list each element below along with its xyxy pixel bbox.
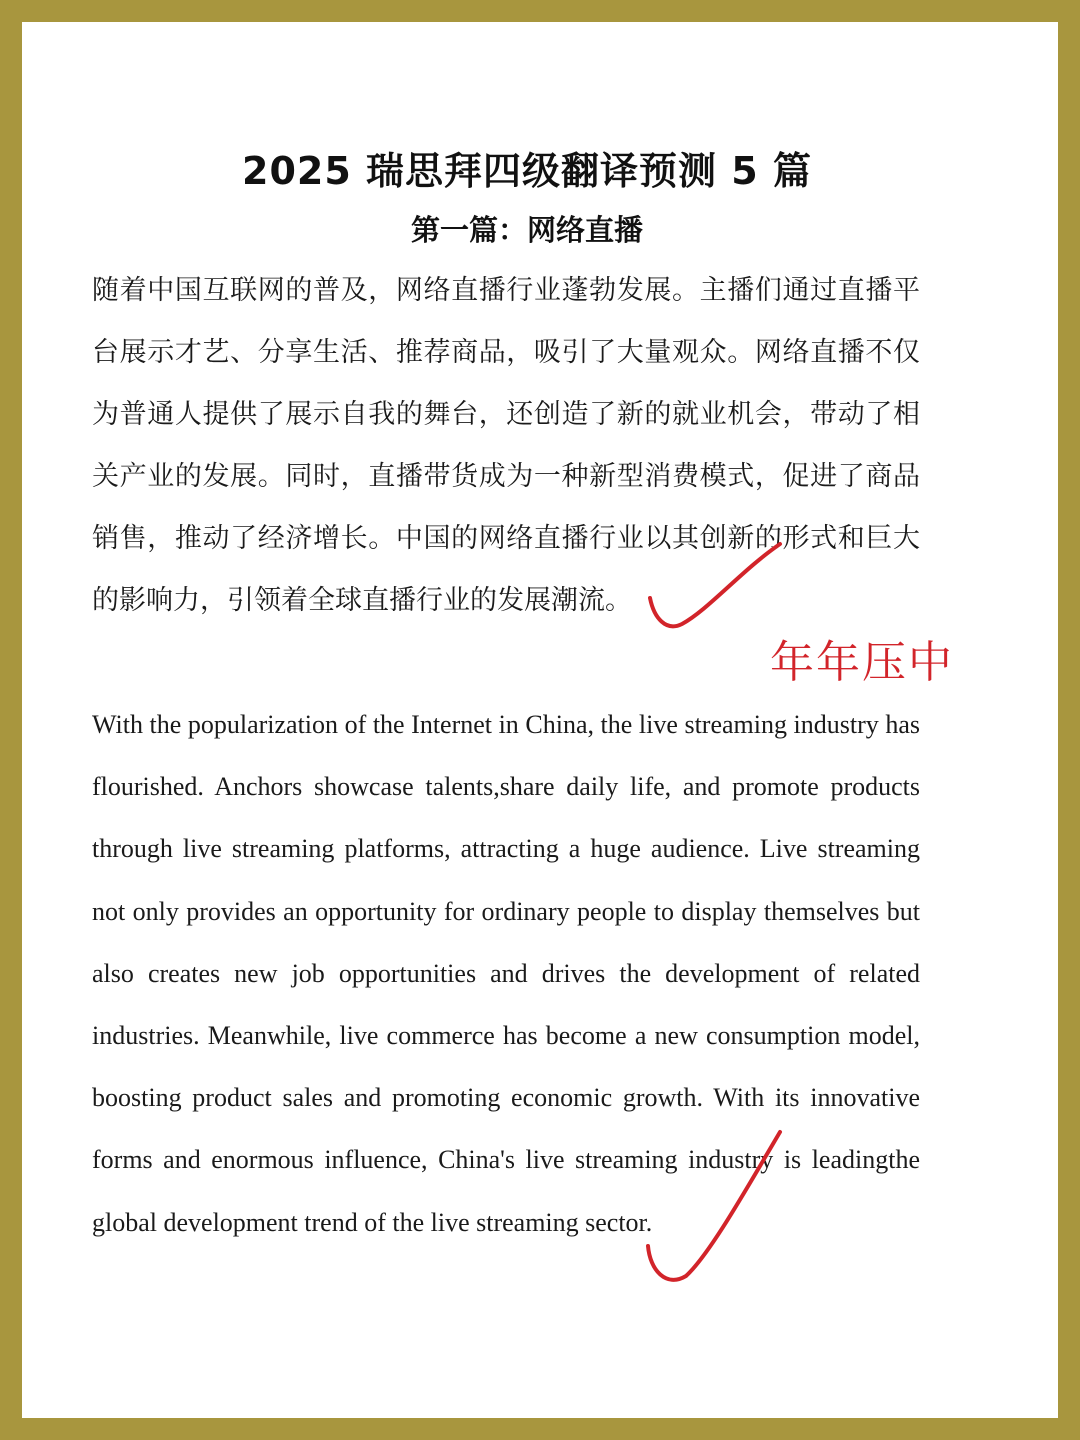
section-heading: 第一篇：网络直播 <box>410 213 643 247</box>
document-page <box>22 22 1058 1418</box>
english-paragraph: With the popularization of the Internet in China, the live streaming industry has flourished. Anchors showcase talents,share daily life, and promote products through live streaming platforms, attracting a huge audience. Live streaming not only provides an opportunity for ordinary people to display themselves but also creates new job opportunities and drives the development of related industries. Meanwhile, live commerce has become a new consumption model, boosting product sales and promoting economic growth. With its innovative forms and enormous influence, China's live streaming industry is leadingthe global development trend of the live streaming sector. <box>92 710 920 1237</box>
document-title: 2025 瑞思拜四级翻译预测 5 篇 <box>242 149 812 193</box>
chinese-paragraph: 随着中国互联网的普及，网络直播行业蓬勃发展。主播们通过直播平台展示才艺、分享生活、推荐商品，吸引了大量观众。网络直播不仅为普通人提供了展示自我的舞台，还创造了新的就业机会，带动了相关产业的发展。同时，直播带货成为一种新型消费模式，促进了商品销售，推动了经济增长。中国的网络直播行业以其创新的形式和巨大的影响力，引领着全球直播行业的发展潮流。 <box>92 275 920 616</box>
annotation-stamp: 年年压中 <box>770 637 954 688</box>
